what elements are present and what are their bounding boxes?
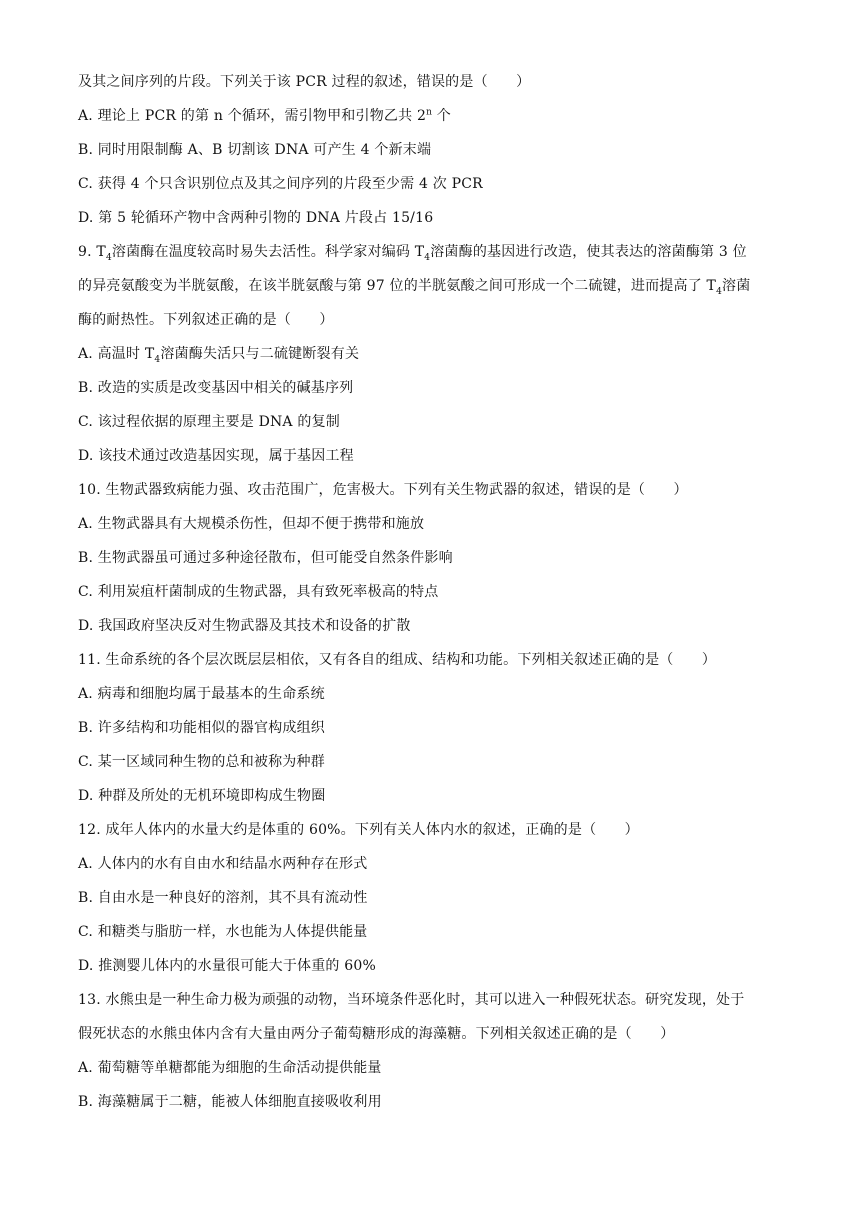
q9-stem-line2: 的异亮氨酸变为半胱氨酸，在该半胱氨酸与第 97 位的半胱氨酸之间可形成一个二硫键，进而提高了 $T_4$溶菌	[78, 278, 751, 297]
q8-option-b: B. 同时用限制酶 A、B 切割该 DNA 可产生 4 个新末端	[78, 142, 432, 158]
q13-option-a: A. 葡萄糖等单糖都能为细胞的生命活动提供能量	[78, 1060, 382, 1076]
q8-option-d: D. 第 5 轮循环产物中含两种引物的 DNA 片段占 15/16	[78, 210, 434, 226]
q13-stem-line2: 假死状态的水熊虫体内含有大量由两分子葡萄糖形成的海藻糖。下列相关叙述正确的是（ ）	[78, 1026, 675, 1042]
q8-stem-end: 及其之间序列的片段。下列关于该 PCR 过程的叙述，错误的是（ ）	[78, 74, 531, 90]
q13-stem-line1: 13. 水熊虫是一种生命力极为顽强的动物，当环境条件恶化时，其可以进入一种假死状态。研究发现，处于	[78, 992, 745, 1008]
q10-option-c: C. 利用炭疽杆菌制成的生物武器，具有致死率极高的特点	[78, 584, 439, 600]
q10-option-d: D. 我国政府坚决反对生物武器及其技术和设备的扩散	[78, 618, 411, 634]
q11-option-b: B. 许多结构和功能相似的器官构成组织	[78, 720, 325, 736]
q10-stem: 10. 生物武器致病能力强、攻击范围广，危害极大。下列有关生物武器的叙述，错误的是（ ）	[78, 482, 688, 498]
q11-option-a: A. 病毒和细胞均属于最基本的生命系统	[78, 686, 325, 702]
q9-option-b: B. 改造的实质是改变基因中相关的碱基序列	[78, 380, 354, 396]
q12-option-b: B. 自由水是一种良好的溶剂，其不具有流动性	[78, 890, 368, 906]
q10-option-a: A. 生物武器具有大规模杀伤性，但却不便于携带和施放	[78, 516, 425, 532]
q9-option-c: C. 该过程依据的原理主要是 DNA 的复制	[78, 414, 340, 430]
q8-option-a: A. 理论上 PCR 的第 n 个循环，需引物甲和引物乙共 2$^n$ 个	[78, 107, 451, 124]
q11-stem: 11. 生命系统的各个层次既层层相依，又有各自的组成、结构和功能。下列相关叙述正确的是（ ）	[78, 652, 717, 668]
q9-option-d: D. 该技术通过改造基因实现，属于基因工程	[78, 448, 354, 464]
q11-option-d: D. 种群及所处的无机环境即构成生物圈	[78, 788, 326, 804]
q9-stem-line1: 9. $T_4$溶菌酶在温度较高时易失去活性。科学家对编码 $T_4$溶菌酶的基因进行改造，使其表达的溶菌酶第 3 位	[78, 244, 747, 263]
q12-option-c: C. 和糖类与脂肪一样，水也能为人体提供能量	[78, 924, 368, 940]
q11-option-c: C. 某一区域同种生物的总和被称为种群	[78, 754, 325, 770]
q12-stem: 12. 成年人体内的水量大约是体重的 60%。下列有关人体内水的叙述，正确的是（ ）	[78, 822, 639, 838]
q9-stem-line3: 酶的耐热性。下列叙述正确的是（ ）	[78, 312, 334, 328]
q12-option-a: A. 人体内的水有自由水和结晶水两种存在形式	[78, 856, 368, 872]
q10-option-b: B. 生物武器虽可通过多种途径散布，但可能受自然条件影响	[78, 550, 453, 566]
q8-option-c: C. 获得 4 个只含识别位点及其之间序列的片段至少需 4 次 PCR	[78, 176, 483, 192]
q9-option-a: A. 高温时 $T_4$溶菌酶失活只与二硫键断裂有关	[78, 346, 360, 365]
q12-option-d: D. 推测婴儿体内的水量很可能大于体重的 60%	[78, 958, 376, 974]
q13-option-b: B. 海藻糖属于二糖，能被人体细胞直接吸收利用	[78, 1094, 382, 1110]
